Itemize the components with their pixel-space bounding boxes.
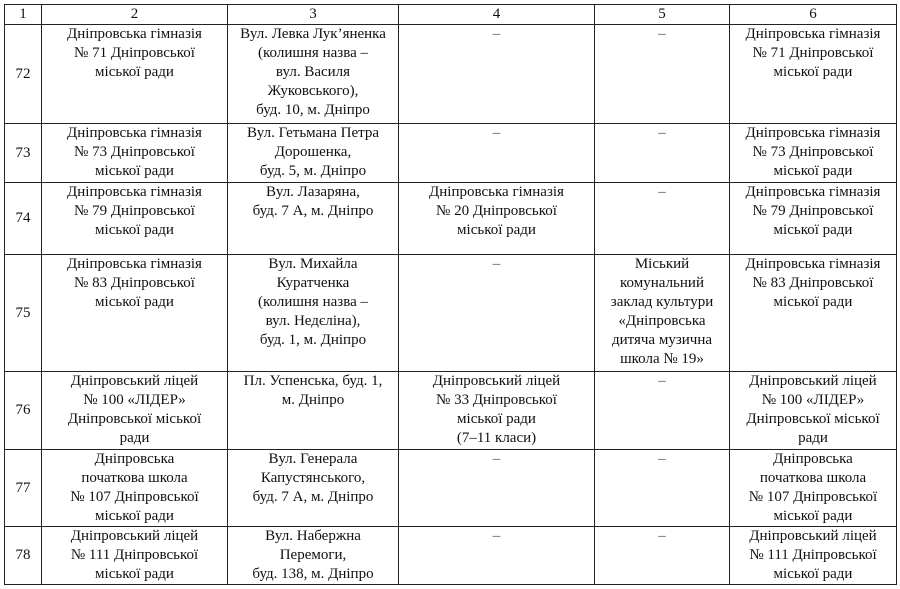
row-number: 74 <box>5 183 42 255</box>
address-cell: Вул. Левка Лук’яненка (колишня назва – вул. Василя Жуковського), буд. 10, м. Дніпро <box>228 25 399 124</box>
column-5-cell: – <box>595 25 730 124</box>
school-name-cell: Дніпровський ліцей № 111 Дніпровської міської ради <box>42 527 228 585</box>
result-name-cell: Дніпровський ліцей № 111 Дніпровської міської ради <box>730 527 897 585</box>
column-5-cell: – <box>595 527 730 585</box>
result-name-cell: Дніпровська гімназія № 83 Дніпровської міської ради <box>730 255 897 372</box>
table-row <box>5 372 897 450</box>
column-4-cell: – <box>399 255 595 372</box>
row-number: 78 <box>5 527 42 585</box>
row-number: 76 <box>5 372 42 450</box>
column-header: 5 <box>595 5 730 25</box>
column-4-cell: Дніпровська гімназія № 20 Дніпровської міської ради <box>399 183 595 255</box>
column-4-cell: – <box>399 124 595 183</box>
row-number: 73 <box>5 124 42 183</box>
column-header: 4 <box>399 5 595 25</box>
school-name-cell: Дніпровська гімназія № 73 Дніпровської міської ради <box>42 124 228 183</box>
column-header: 6 <box>730 5 897 25</box>
column-header: 3 <box>228 5 399 25</box>
result-name-cell: Дніпровська гімназія № 79 Дніпровської міської ради <box>730 183 897 255</box>
table-row <box>5 450 897 527</box>
school-name-cell: Дніпровська гімназія № 71 Дніпровської міської ради <box>42 25 228 124</box>
address-cell: Пл. Успенська, буд. 1, м. Дніпро <box>228 372 399 450</box>
row-number: 75 <box>5 255 42 372</box>
school-name-cell: Дніпровська гімназія № 83 Дніпровської міської ради <box>42 255 228 372</box>
address-cell: Вул. Набержна Перемоги, буд. 138, м. Дніпро <box>228 527 399 585</box>
table-row <box>5 124 897 183</box>
school-name-cell: Дніпровська гімназія № 79 Дніпровської міської ради <box>42 183 228 255</box>
column-5-cell: – <box>595 183 730 255</box>
table-row <box>5 25 897 124</box>
row-number: 72 <box>5 25 42 124</box>
column-4-cell: Дніпровський ліцей № 33 Дніпровської міської ради (7–11 класи) <box>399 372 595 450</box>
result-name-cell: Дніпровська початкова школа № 107 Дніпровської міської ради <box>730 450 897 527</box>
school-name-cell: Дніпровський ліцей № 100 «ЛІДЕР» Дніпровської міської ради <box>42 372 228 450</box>
table-row <box>5 527 897 585</box>
table-row <box>5 255 897 372</box>
column-header: 1 <box>5 5 42 25</box>
row-number: 77 <box>5 450 42 527</box>
address-cell: Вул. Михайла Куратченка (колишня назва – вул. Недєліна), буд. 1, м. Дніпро <box>228 255 399 372</box>
column-4-cell: – <box>399 25 595 124</box>
column-5-cell: – <box>595 372 730 450</box>
result-name-cell: Дніпровська гімназія № 73 Дніпровської міської ради <box>730 124 897 183</box>
column-4-cell: – <box>399 450 595 527</box>
column-5-cell: – <box>595 124 730 183</box>
column-5-cell: – <box>595 450 730 527</box>
column-header: 2 <box>42 5 228 25</box>
address-cell: Вул. Гетьмана Петра Дорошенка, буд. 5, м. Дніпро <box>228 124 399 183</box>
header-row <box>5 5 897 25</box>
result-name-cell: Дніпровський ліцей № 100 «ЛІДЕР» Дніпровської міської ради <box>730 372 897 450</box>
address-cell: Вул. Генерала Капустянського, буд. 7 А, м. Дніпро <box>228 450 399 527</box>
result-name-cell: Дніпровська гімназія № 71 Дніпровської міської ради <box>730 25 897 124</box>
column-4-cell: – <box>399 527 595 585</box>
school-name-cell: Дніпровська початкова школа № 107 Дніпровської міської ради <box>42 450 228 527</box>
table-row <box>5 183 897 255</box>
address-cell: Вул. Лазаряна, буд. 7 А, м. Дніпро <box>228 183 399 255</box>
schools-table <box>4 4 897 585</box>
column-5-cell: Міський комунальний заклад культури «Дніпровська дитяча музична школа № 19» <box>595 255 730 372</box>
